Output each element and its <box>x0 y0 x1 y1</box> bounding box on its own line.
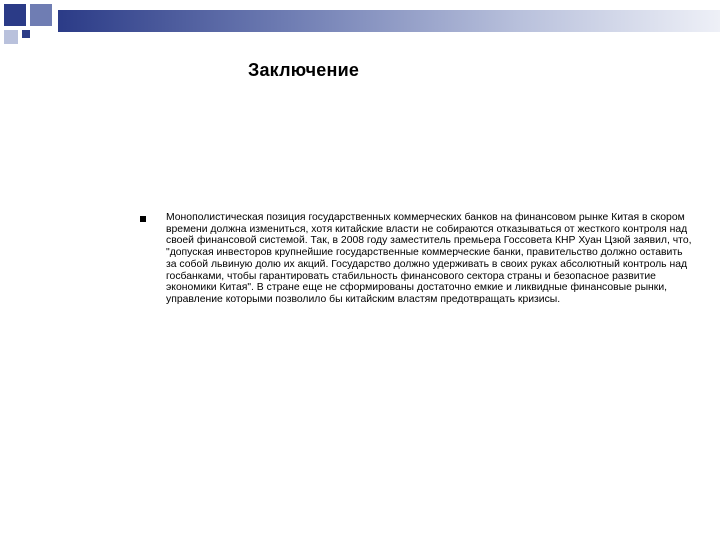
header-gradient-bar <box>58 10 720 32</box>
decor-square-large <box>4 4 26 26</box>
bullet-text: Монополистическая позиция государственных коммерческих банков на финансовом рынке Китая в скором времени должна измениться, хотя китайские власти не собираются отказываться от жесткого контроля над своей финансовой системой. Так, в 2008 году заместитель премьера Госсовета КНР Хуан Цзюй заявил, что, "допуская инвесторов крупнейшие государственные коммерческие банки, правительство должно оставить за собой львиную долю их акций. Государство должно удерживать в своих руках абсолютный контроль над госбанками, чтобы гарантировать стабильность финансового сектора страны и безопасное развитие экономики Китая". В стране еще не сформированы достаточно емкие и ликвидные финансовые рынки, управление которыми позволило бы китайским властям предотвращать кризисы. <box>166 212 692 305</box>
decor-square-small <box>22 30 30 38</box>
decor-square-medium <box>30 4 52 26</box>
decor-square-light <box>4 30 18 44</box>
slide-title: Заключение <box>248 60 360 80</box>
bullet-square-icon <box>140 216 146 222</box>
